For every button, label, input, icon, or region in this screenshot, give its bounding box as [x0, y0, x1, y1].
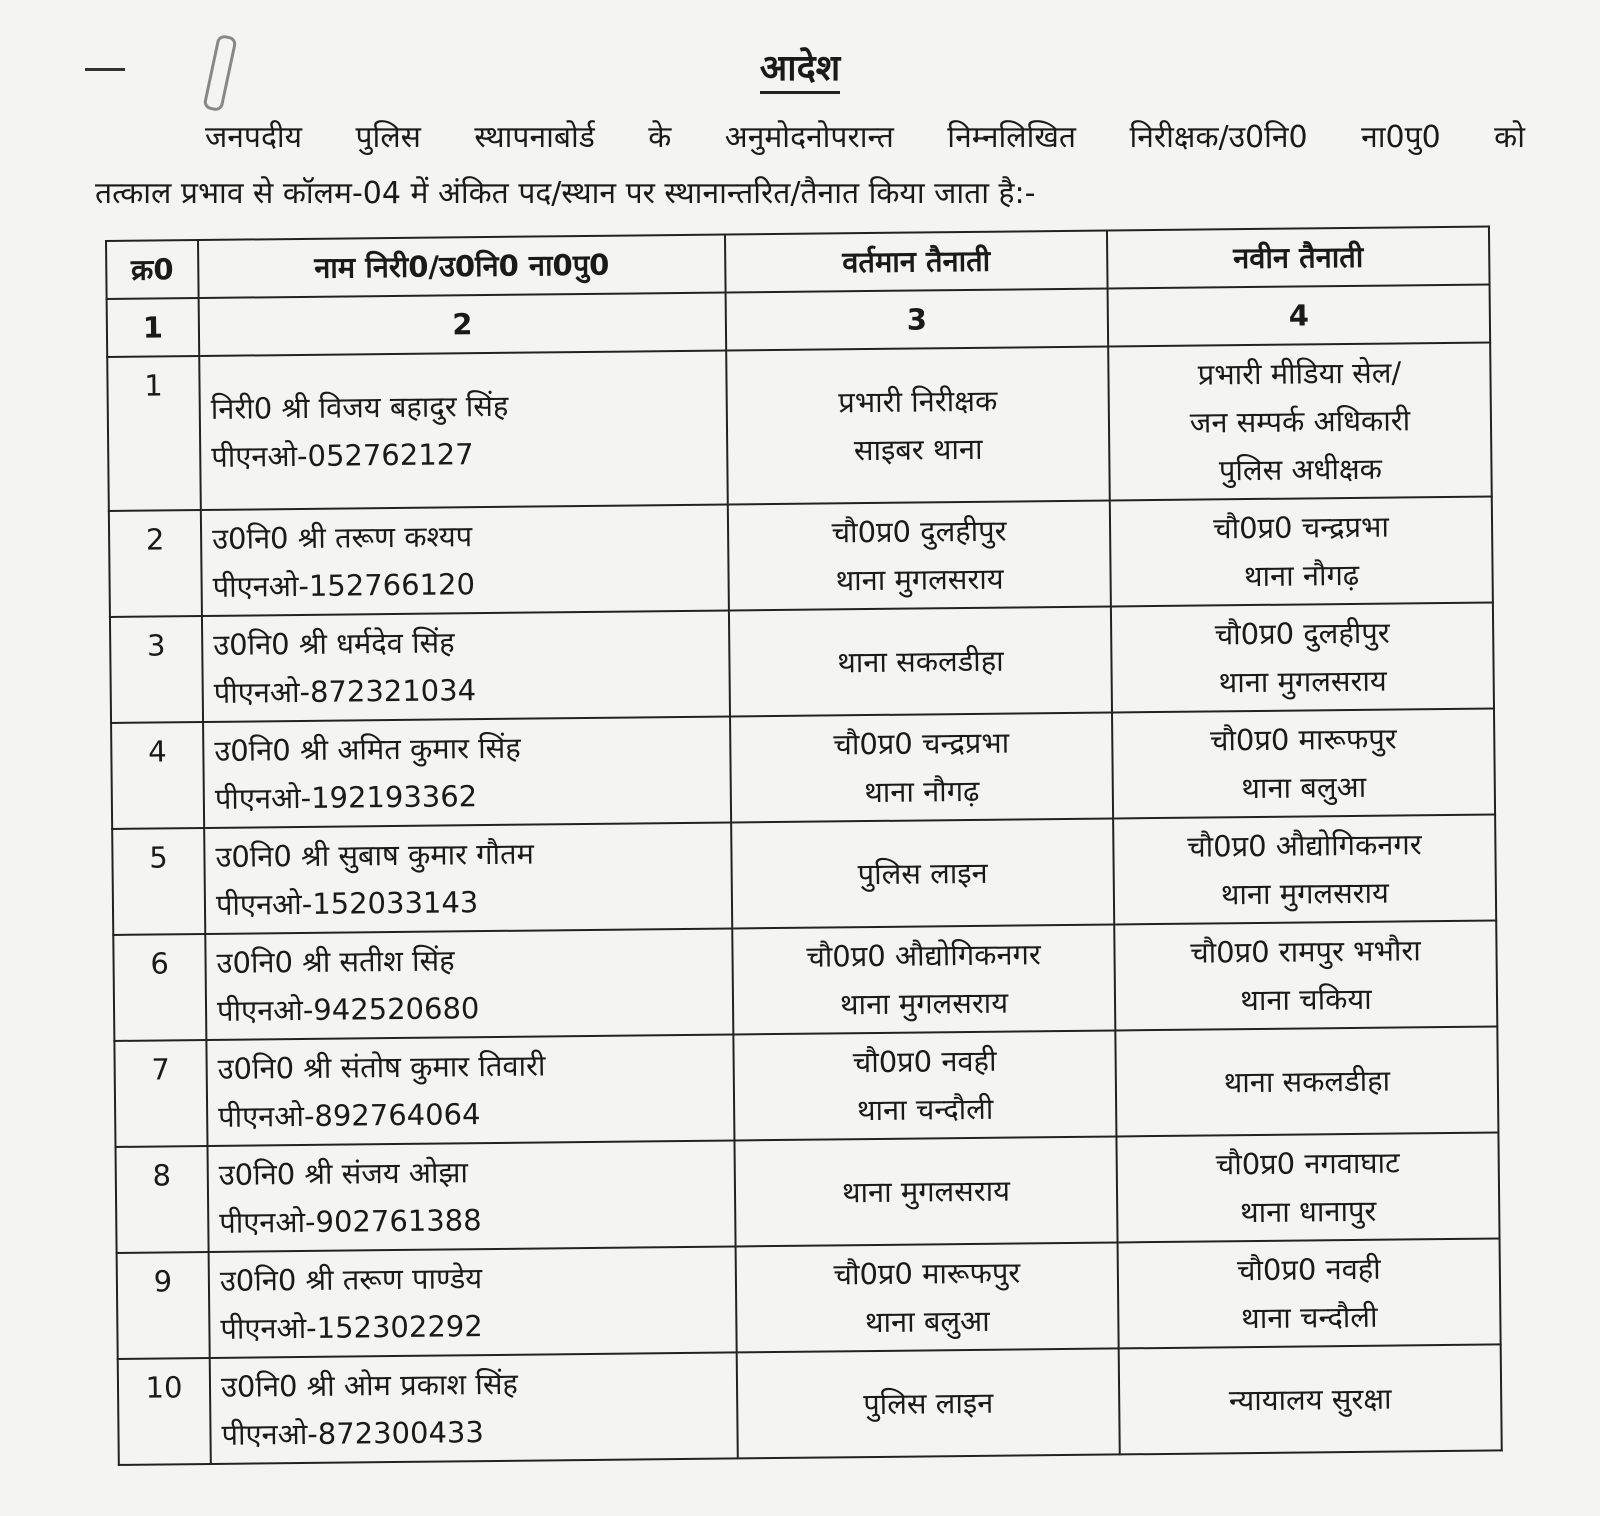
- pno-number: पीएनओ-152302292: [220, 1309, 483, 1346]
- new-posting-cell: [1112, 708, 1495, 818]
- name-cell: [210, 1352, 738, 1464]
- new-posting-cell: [1116, 1132, 1499, 1242]
- new-posting-line: थाना नौगढ़: [1243, 557, 1360, 594]
- current-posting-cell: [728, 500, 1111, 610]
- new-posting-cell: [1108, 343, 1492, 501]
- new-posting-line: चौ0प्र0 मारूफपुर: [1209, 721, 1397, 758]
- current-posting-cell: [731, 818, 1114, 928]
- table-row: [110, 602, 1494, 722]
- title-text: आदेश: [760, 48, 840, 94]
- new-posting-line: चौ0प्र0 नवही: [1236, 1251, 1381, 1288]
- serial-number: 1: [144, 368, 163, 403]
- new-posting-line: थाना चन्दौली: [1241, 1299, 1378, 1336]
- name-cell: [201, 504, 729, 616]
- serial-cell: [107, 356, 201, 511]
- new-posting-line: थाना धानापुर: [1239, 1193, 1377, 1230]
- officer-name: उ0नि0 श्री अमित कुमार सिंह: [214, 730, 521, 768]
- new-posting-cell: [1110, 496, 1493, 606]
- current-posting-line: थाना सकलडीहा: [837, 643, 1004, 680]
- pno-number: पीएनओ-872321034: [213, 673, 477, 710]
- current-posting-line: थाना चन्दौली: [856, 1091, 994, 1128]
- officer-name: उ0नि0 श्री सुबाष कुमार गौतम: [215, 836, 535, 874]
- new-posting-line: थाना सकलडीहा: [1223, 1063, 1391, 1100]
- new-posting-line: थाना बलुआ: [1241, 769, 1367, 806]
- current-posting-cell: [733, 1030, 1116, 1140]
- officer-name: उ0नि0 श्री संजय ओझा: [218, 1155, 469, 1192]
- new-posting-line: न्यायालय सुरक्षा: [1228, 1381, 1392, 1418]
- col-num: 3: [726, 289, 1109, 351]
- current-posting-line: साइबर थाना: [853, 431, 983, 468]
- serial-number: 10: [145, 1370, 183, 1405]
- serial-cell: [111, 722, 204, 829]
- officer-name: उ0नि0 श्री तरूण कश्यप: [211, 519, 473, 556]
- header-current: वर्तमान तैनाती: [725, 231, 1108, 293]
- col-num: 2: [199, 293, 727, 357]
- intro-line-1: जनपदीय पुलिस स्थापनाबोर्ड के अनुमोदनोपरान्त निम्नलिखित निरीक्षक/उ0नि0 ना0पु0 को: [205, 120, 1525, 155]
- pno-number: पीएनओ-152766120: [212, 567, 476, 604]
- current-posting-line: थाना नौगढ़: [864, 773, 980, 810]
- table-row: [117, 1238, 1501, 1358]
- new-posting-line: जन सम्पर्क अधिकारी: [1189, 403, 1411, 440]
- intro-paragraph: [95, 110, 1525, 222]
- name-cell: [209, 1246, 737, 1358]
- new-posting-line: थाना चकिया: [1240, 981, 1372, 1018]
- current-posting-cell: [732, 924, 1115, 1034]
- serial-number: 5: [149, 840, 168, 875]
- serial-number: 3: [146, 628, 166, 663]
- current-posting-line: प्रभारी निरीक्षक: [838, 383, 998, 420]
- officer-name: उ0नि0 श्री तरूण पाण्डेय: [219, 1261, 483, 1298]
- serial-number: 7: [151, 1052, 171, 1087]
- serial-cell: [114, 1040, 207, 1147]
- pno-number: पीएनओ-192193362: [214, 779, 478, 816]
- pno-number: पीएनओ-902761388: [219, 1203, 482, 1240]
- pno-number: पीएनओ-052762127: [211, 437, 474, 474]
- pno-number: पीएनओ-152033143: [215, 885, 479, 922]
- current-posting-line: चौ0प्र0 मारूफपुर: [833, 1255, 1021, 1292]
- serial-number: 4: [147, 734, 167, 769]
- table-row: [107, 343, 1492, 511]
- serial-cell: [109, 510, 202, 617]
- new-posting-line: थाना मुगलसराय: [1218, 663, 1387, 700]
- table-row: [113, 920, 1497, 1040]
- new-posting-line: चौ0प्र0 दुलहीपुर: [1214, 615, 1390, 652]
- officer-name: उ0नि0 श्री ओम प्रकाश सिंह: [220, 1366, 519, 1404]
- current-posting-line: थाना मुगलसराय: [839, 985, 1009, 1022]
- new-posting-cell: [1111, 602, 1494, 712]
- col-num: 4: [1108, 285, 1491, 347]
- intro-line-2: तत्काल प्रभाव से कॉलम-04 में अंकित पद/स्थान पर स्थानान्तरित/तैनात किया जाता है:-: [95, 176, 1036, 211]
- new-posting-line: चौ0प्र0 रामपुर भभौरा: [1190, 933, 1421, 970]
- current-posting-line: थाना बलुआ: [864, 1303, 990, 1340]
- transfer-table: [105, 225, 1503, 1465]
- officer-name: निरी0 श्री विजय बहादुर सिंह: [210, 388, 509, 426]
- current-posting-cell: [730, 712, 1113, 822]
- current-posting-line: थाना मुगलसराय: [835, 561, 1004, 598]
- current-posting-line: चौ0प्र0 नवही: [852, 1043, 997, 1080]
- serial-number: 2: [145, 522, 165, 557]
- table-row: [115, 1132, 1499, 1252]
- current-posting-cell: [729, 606, 1112, 716]
- serial-number: 6: [150, 946, 169, 981]
- table-row: [114, 1026, 1498, 1146]
- name-cell: [205, 928, 733, 1040]
- pno-number: पीएनओ-942520680: [216, 991, 480, 1028]
- serial-cell: [115, 1146, 208, 1253]
- new-posting-cell: [1118, 1238, 1501, 1348]
- officer-name: उ0नि0 श्री संतोष कुमार तिवारी: [217, 1048, 546, 1086]
- serial-cell: [110, 616, 203, 723]
- table-row: [111, 708, 1495, 828]
- name-cell: [207, 1140, 735, 1252]
- current-posting-line: पुलिस लाइन: [857, 855, 988, 892]
- current-posting-line: पुलिस लाइन: [863, 1385, 994, 1422]
- col-num: 1: [107, 298, 200, 357]
- pno-number: पीएनओ-892764064: [218, 1097, 481, 1134]
- new-posting-cell: [1114, 920, 1497, 1030]
- current-posting-line: चौ0प्र0 औद्योगिकनगर: [806, 937, 1041, 974]
- new-posting-cell: [1119, 1344, 1502, 1454]
- officer-name: उ0नि0 श्री सतीश सिंह: [216, 943, 455, 980]
- pno-number: पीएनओ-872300433: [221, 1415, 484, 1452]
- new-posting-line: थाना मुगलसराय: [1220, 875, 1390, 912]
- current-posting-cell: [726, 347, 1110, 505]
- name-cell: [206, 1034, 734, 1146]
- header-new: नवीन तैनाती: [1107, 227, 1490, 289]
- header-name: नाम निरी0/उ0नि0 ना0पु0: [198, 235, 726, 299]
- current-posting-line: चौ0प्र0 चन्द्रप्रभा: [833, 725, 1010, 762]
- new-posting-line: चौ0प्र0 औद्योगिकनगर: [1187, 827, 1422, 864]
- serial-cell: [118, 1358, 211, 1465]
- serial-cell: [117, 1252, 210, 1359]
- new-posting-line: प्रभारी मीडिया सेल/: [1197, 355, 1402, 392]
- document-title: [0, 42, 1600, 91]
- new-posting-line: पुलिस अधीक्षक: [1218, 451, 1383, 488]
- table-row: [109, 496, 1493, 616]
- table-row: [112, 814, 1496, 934]
- serial-number: 8: [152, 1158, 172, 1193]
- current-posting-cell: [734, 1136, 1117, 1246]
- serial-cell: [113, 934, 206, 1041]
- name-cell: [204, 822, 732, 934]
- current-posting-cell: [737, 1348, 1120, 1458]
- name-cell: [199, 351, 728, 511]
- current-posting-cell: [736, 1242, 1119, 1352]
- name-cell: [202, 610, 730, 722]
- table-row: [118, 1344, 1502, 1464]
- new-posting-line: चौ0प्र0 चन्द्रप्रभा: [1213, 509, 1390, 546]
- current-posting-line: चौ0प्र0 दुलहीपुर: [831, 513, 1007, 550]
- new-posting-cell: [1115, 1026, 1498, 1136]
- serial-number: 9: [153, 1264, 173, 1299]
- new-posting-line: चौ0प्र0 नगवाघाट: [1215, 1145, 1400, 1182]
- officer-name: उ0नि0 श्री धर्मदेव सिंह: [213, 625, 455, 662]
- name-cell: [203, 716, 731, 828]
- header-sn: क्र0: [106, 240, 199, 299]
- current-posting-line: थाना मुगलसराय: [841, 1173, 1011, 1210]
- serial-cell: [112, 828, 205, 935]
- new-posting-cell: [1113, 814, 1496, 924]
